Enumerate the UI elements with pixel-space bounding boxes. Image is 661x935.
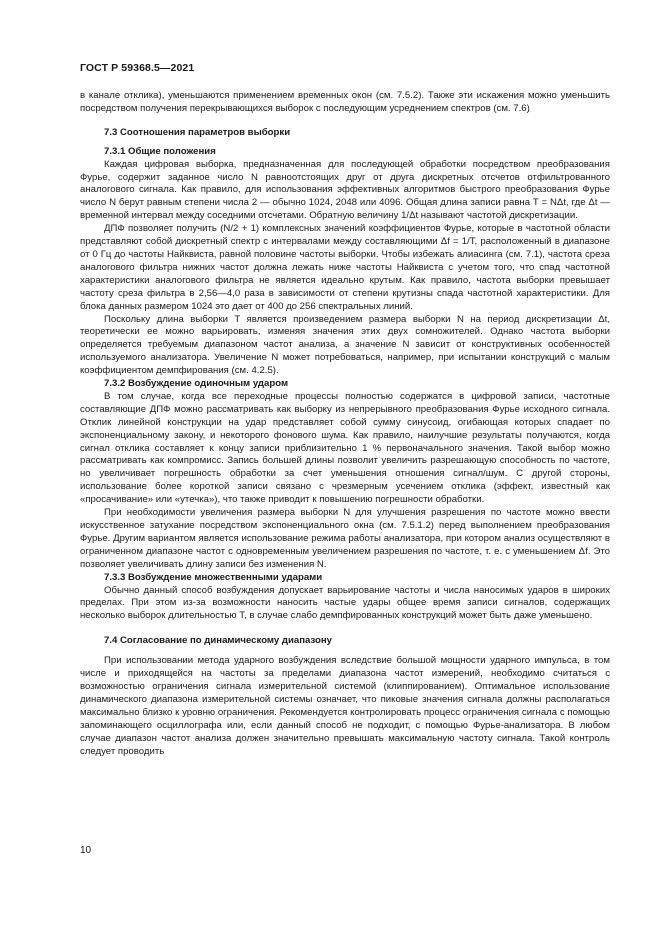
standard-header: ГОСТ Р 59368.5—2021: [80, 62, 195, 74]
section-7-3-1-paragraph-3: Поскольку длина выборки T является произведением размера выборки N на период дискретизации Δt, теоретически ее можно варьировать, изменяя значения этих двух сомножителей. Однако частота выборки определяется требуемым диапазоном частот анализа, а значение N зависит от конструктивных особенностей используемого анализатора. Увеличение N может потребоваться, например, при испытании конструкций с малым коэффициентом демпфирования (см. 4.2.5).: [80, 313, 610, 377]
section-7-4-paragraph-1: При использовании метода ударного возбуждения вследствие большой мощности ударного импульса, в том числе и приходящейся на частоты за пределами диапазона частот измерений, необходимо считаться с возможностью ограничения сигнала измерительной системой (клиппированием). Оптимальное использование динамического диапазона измерительной системы означает, что пиковые значения сигнала должны располагаться максимально близко к уровню ограничения. Рекомендуется контролировать процесс ограничения сигнала с помощью запоминающего осциллографа или, если данный способ не подходит, с помощью Фурье-анализатора. В любом случае диапазон частот анализа должен значительно превышать максимальную частоту сигнала. Такой контроль следует проводить: [80, 655, 610, 757]
section-7-3-1-heading: 7.3.1 Общие положения: [104, 145, 216, 157]
section-7-3-2-heading: 7.3.2 Возбуждение одиночным ударом: [104, 378, 289, 390]
section-7-3-heading: 7.3 Соотношения параметров выборки: [104, 126, 291, 138]
section-7-4-heading: 7.4 Согласование по динамическому диапазону: [104, 635, 332, 647]
section-7-3-2-paragraph-2: При необходимости увеличения размера выборки N для улучшения разрешения по частоте можно ввести искусственное затухание посредством экспоненциального окна (см. 7.5.1.2) перед выполнением преобразования Фурье. Другим вариантом является использование режима работы анализатора, при котором анализ осуществляют в ограниченном диапазоне частот с одновременным увеличением разрешения по частоте, т. е. с уменьшением Δf. Это позволяет увеличивать длину записи без изменения N.: [80, 507, 610, 570]
section-7-3-1-paragraph-1: Каждая цифровая выборка, предназначенная для последующей обработки посредством преобразования Фурье, содержит заданное число N равноотстоящих друг от друга дискретных отсчетов отфильтрованного аналогового сигнала. Как правило, для использования эффективных алгоритмов быстрого преобразования Фурье число N берут равным степени числа 2 — обычно 1024, 2048 или 4096. Общая длина записи равна T = NΔt, где Δt — временной интервал между соседними отсчетами. Обратную величину 1/Δt называют частотой дискретизации.: [80, 158, 610, 222]
page-number: 10: [80, 845, 92, 856]
page-body: [80, 90, 610, 758]
section-7-3-3-paragraph-1: Обычно данный способ возбуждения допускает варьирование частоты и числа наносимых ударов в широких пределах. При этом из-за возможности наносить частые удары общее время записи сигналов, содержащих несколько выборок длительностью T, в случае слабо демпфированных конструкций может быть даже уменьшено.: [80, 584, 610, 622]
section-7-3-2-paragraph-1: В том случае, когда все переходные процессы полностью содержатся в цифровой записи, частотные составляющие ДПФ можно рассматривать как выборку из непрерывного преобразования Фурье исходного сигнала. Отклик линейной конструкции на удар представляет собой сумму синусоид, огибающая которых спадает по экспоненциальному закону, и некоторого фонового шума. Как правило, наилучшие результаты получаются, когда сигнал отклика составляет к концу записи приблизительно 1 % первоначального значения. Такой выбор можно рассматривать как компромисс. Запись большей длины позволит увеличить разрешающую способность по частоте, но увеличивает погрешность обработки за счет уменьшения отношения сигнал/шум. С другой стороны, использование более короткой записи связано с чрезмерным усечением отклика (эффект, известный как «просачивание» или «утечка»), что также приводит к повышению погрешности обработки.: [80, 390, 610, 506]
section-7-3-3-heading: 7.3.3 Возбуждение множественными ударами: [104, 571, 323, 583]
intro-paragraph: в канале отклика), уменьшаются применением временных окон (см. 7.5.2). Также эти искажения можно уменьшить посредством получения перекрывающихся выборок с последующим усреднением спектров (см. 7.6): [80, 90, 610, 114]
section-7-3-1-paragraph-2: ДПФ позволяет получить (N/2 + 1) комплексных значений коэффициентов Фурье, которые в частотной области представляют собой дискретный спектр с интервалами между составляющими Δf = 1/T, расположенный в диапазоне от 0 Гц до частоты Найквиста, равной половине частоты выборки. Чтобы избежать алиасинга (см. 7.1), частота среза аналогового фильтра нижних частот должна лежать ниже частоты Найквиста с учетом того, что спад частотной характеристики аналогового фильтра не является идеально крутым. Как правило, частота выборки превышает частоту среза фильтра в 2,56—4,0 раза в зависимости от степени крутизны спада частотной характеристики. Для блока данных размером 1024 это дает от 400 до 256 спектральных линий.: [80, 223, 610, 312]
